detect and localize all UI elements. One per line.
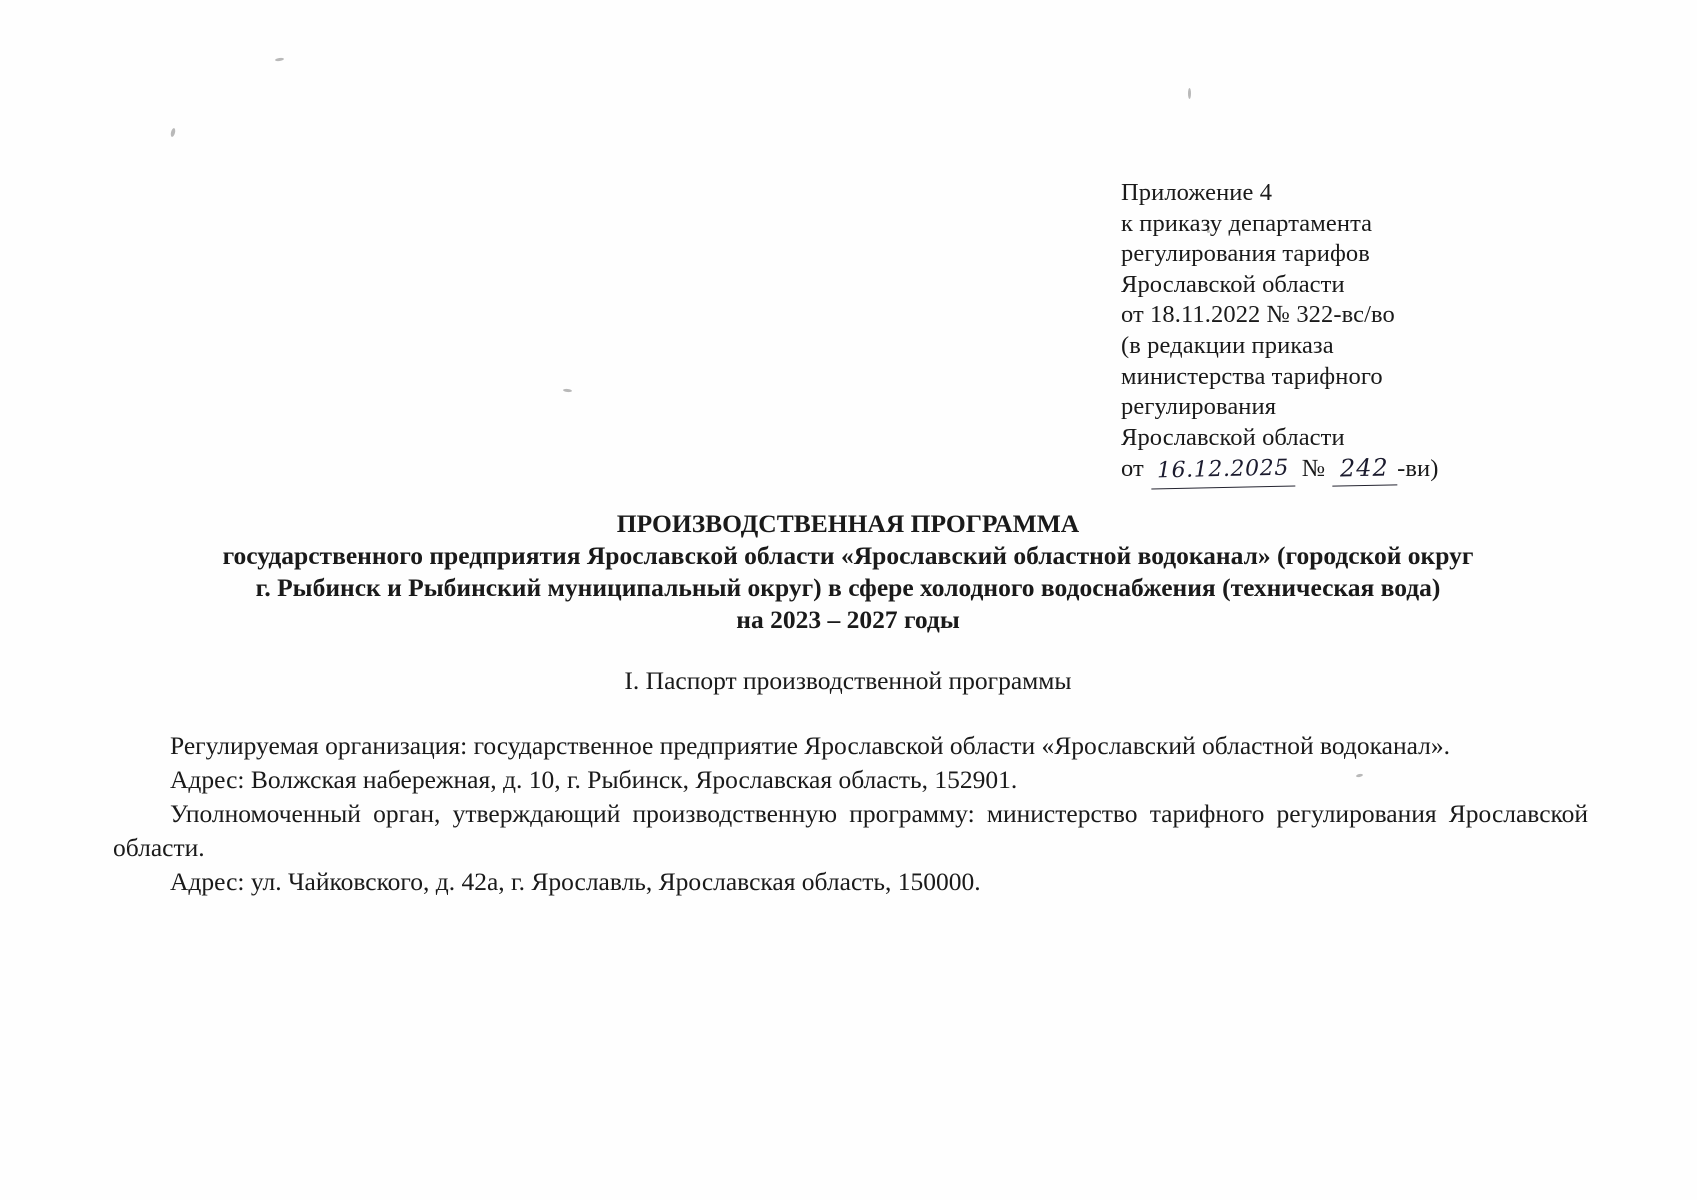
document-body: [113, 729, 1588, 899]
title-line-2: государственного предприятия Ярославской области «Ярославский областной водоканал» (городской округ: [222, 541, 1474, 570]
appendix-line-8: регулирования: [1121, 393, 1277, 421]
scan-speckle: [275, 57, 284, 61]
page-title: [113, 508, 1583, 636]
appendix-line-3: регулирования тарифов: [1121, 240, 1370, 268]
appendix-number-suffix: -ви): [1397, 455, 1439, 483]
scan-speckle: [170, 128, 176, 138]
paragraph-organization-address: Адрес: Волжская набережная, д. 10, г. Рыбинск, Ярославская область, 152901.: [170, 765, 1018, 794]
appendix-line-1: Приложение 4: [1121, 179, 1273, 206]
appendix-line-6: (в редакции приказа: [1121, 331, 1334, 359]
title-line-3: г. Рыбинск и Рыбинский муниципальный округ) в сфере холодного водоснабжения (техническая вода): [255, 573, 1441, 602]
handwritten-date: 16.12.2025: [1151, 454, 1296, 490]
paragraph-authorized-body: Уполномоченный орган, утверждающий производственную программу: министерство тарифного регулирования Ярославской области.: [113, 799, 1588, 862]
title-line-4: на 2023 – 2027 годы: [736, 605, 960, 634]
paragraph-authorized-body-address: Адрес: ул. Чайковского, д. 42а, г. Ярославль, Ярославская область, 150000.: [170, 867, 981, 896]
appendix-line-7: министерства тарифного: [1121, 362, 1383, 390]
title-line-1: ПРОИЗВОДСТВЕННАЯ ПРОГРАММА: [616, 509, 1080, 538]
scan-speckle: [563, 389, 572, 393]
appendix-line-2: к приказу департамента: [1121, 209, 1373, 237]
appendix-handwritten-line: [1121, 453, 1541, 488]
appendix-line-4: Ярославской области: [1121, 270, 1345, 298]
appendix-line-5: от 18.11.2022 № 322-вс/во: [1121, 301, 1395, 329]
number-symbol: №: [1301, 455, 1326, 483]
section-heading: I. Паспорт производственной программы: [624, 666, 1072, 695]
scan-speckle: [1188, 88, 1191, 99]
appendix-reference-block: [1121, 178, 1541, 488]
handwritten-number: 242: [1332, 453, 1397, 487]
paragraph-regulated-organization: Регулируемая организация: государственное предприятие Ярославской области «Ярославский областной водоканал».: [170, 731, 1450, 760]
appendix-line-9: Ярославской области: [1121, 423, 1345, 451]
appendix-date-prefix: от: [1121, 455, 1144, 483]
